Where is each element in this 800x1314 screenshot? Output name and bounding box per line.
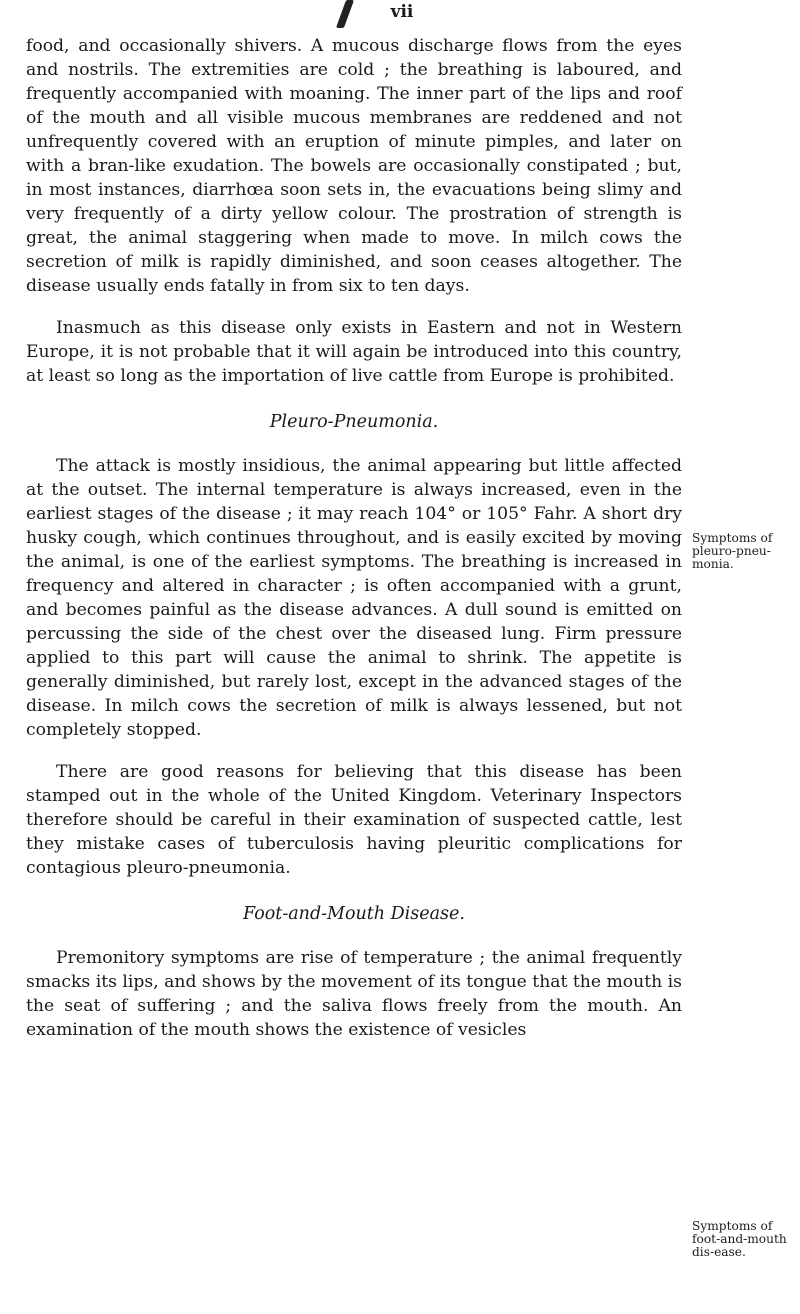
margin-note-pleuro-pneumonia: Symptoms of pleuro-pneu-monia. [692, 531, 773, 571]
section-heading-pleuro-pneumonia: Pleuro-Pneumonia. [269, 412, 439, 432]
section-heading-foot-and-mouth: Foot-and-Mouth Disease. [243, 904, 465, 924]
paragraph-pleuro-symptoms: The attack is mostly insidious, the animal appearing but little affected at the outset. The internal temperature is always increased, even in the earliest stages of the disease ; it may reach 104° or 105° Fahr. A short dry husky cough, which continues throughout, and is easily excited by moving the animal, is one of the earliest symptoms. The breathing is increased in frequency and altered in character ; is often accompanied with a grunt, and becomes painful as the disease advances. A dull sound is emitted on percussing the side of the chest over the diseased lung. Firm pressure applied to this part will cause the animal to shrink. The appetite is generally diminished, but rarely lost, except in the advanced stages of the disease. In milch cows the secretion of milk is always lessened, but not completely stopped. [26, 456, 682, 740]
paragraph-foot-mouth-symptoms: Premonitory symptoms are rise of temperature ; the animal frequently smacks its lips, and shows by the movement of its tongue that the mouth is the seat of suffering ; and the saliva flows freely from the mouth. An examination of the mouth shows the existence of vesicles [26, 948, 682, 1040]
page-body [26, 34, 682, 1042]
paragraph-stamped-out: There are good reasons for believing that this disease has been stamped out in the whole of the United Kingdom. Veterinary Inspectors therefore should be careful in their examination of suspected cattle, lest they mistake cases of tuberculosis having pleuritic complications for contagious pleuro-pneumonia. [26, 762, 682, 878]
paragraph-importation: Inasmuch as this disease only exists in Eastern and not in Western Europe, it is not probable that it will again be introduced into this country, at least so long as the importation of live cattle from Europe is prohibited. [26, 318, 682, 386]
page-corner-mark [336, 0, 354, 28]
paragraph-cattle-plague-symptoms: food, and occasionally shivers. A mucous discharge flows from the eyes and nostrils. The extremities are cold ; the breathing is laboured, and frequently accompanied with moaning. The inner part of the lips and roof of the mouth and all visible mucous membranes are reddened and not unfrequently covered with an eruption of minute pimples, and later on with a bran-like exudation. The bowels are occasionally constipated ; but, in most instances, diarrhœa soon sets in, the evacuations being slimy and very frequently of a dirty yellow colour. The prostration of strength is great, the animal staggering when made to move. In milch cows the secretion of milk is rapidly diminished, and soon ceases altogether. The disease usually ends fatally in from six to ten days. [26, 36, 682, 296]
margin-note-foot-and-mouth: Symptoms of foot-and-mouth dis-ease. [692, 1219, 787, 1259]
page-number: vii [390, 2, 414, 22]
